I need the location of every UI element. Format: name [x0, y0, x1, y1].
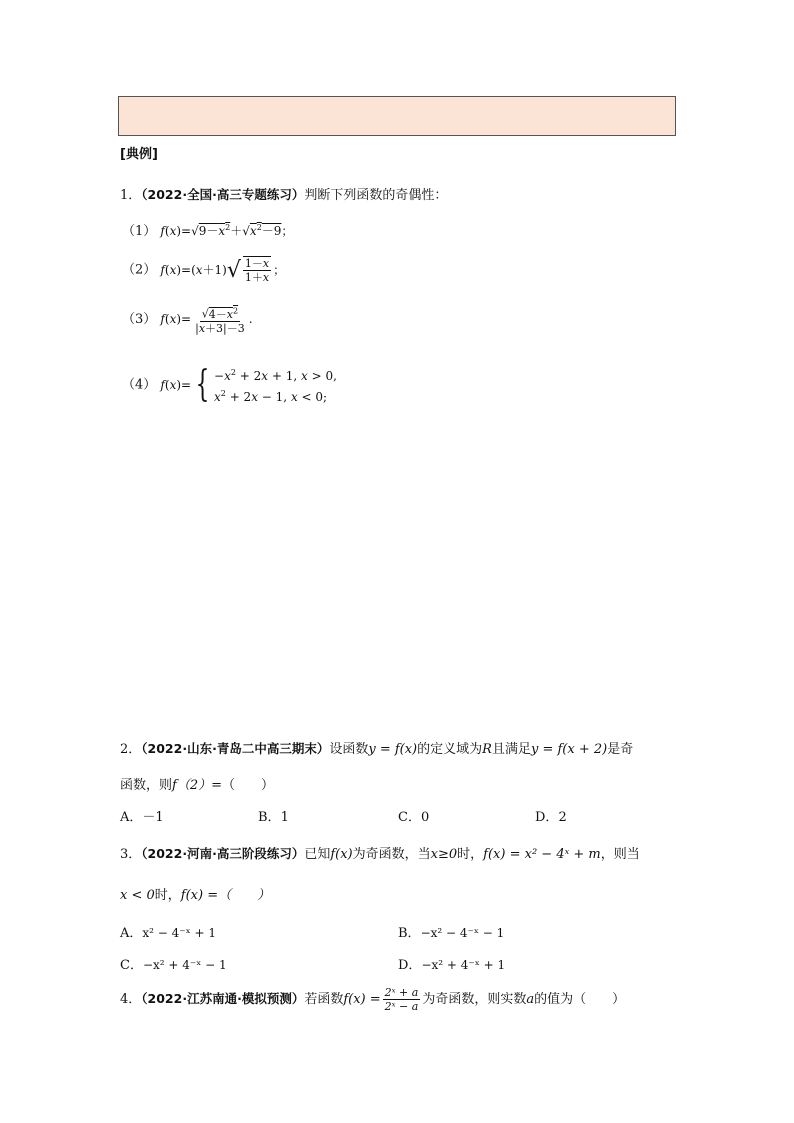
option-label: C．	[398, 810, 421, 825]
option-text: x² − 4⁻ˣ + 1	[142, 926, 217, 940]
q4-text-a: 若函数	[304, 992, 344, 1007]
option-label: B．	[258, 810, 281, 825]
q2-text-a: 设函数	[329, 742, 369, 757]
q2-option-a[interactable]	[120, 806, 164, 825]
q3-definition: f(x) = x² − 4ˣ + m	[483, 847, 601, 862]
q3-source: （2022·河南·高三阶段练习）	[141, 846, 305, 861]
q2-text-e: 函数，则	[120, 778, 173, 793]
option-label: C．	[120, 958, 143, 973]
q1-item-4	[122, 364, 337, 406]
q1-item-2-formula: f(x)=(x＋1)√ $\frac{1-x}{1+x}$ ；	[160, 257, 286, 284]
q2-function: y = f(x)	[368, 742, 418, 757]
q1-item-2-label: （2）	[122, 262, 157, 278]
q2-option-b[interactable]	[258, 806, 289, 825]
option-text: −x² + 4⁻ˣ + 1	[421, 958, 506, 972]
q2-text-f: =（ ）	[211, 778, 275, 793]
q4-source: （2022·江苏南通·模拟预测）	[141, 991, 305, 1006]
option-label: B．	[398, 926, 421, 941]
option-text: −x² + 4⁻ˣ − 1	[142, 958, 227, 972]
q2-domain: R	[482, 742, 492, 757]
q3-text-f: f(x) =（ ）	[180, 888, 271, 903]
q1-source: （2022·全国·高三专题练习）	[141, 187, 305, 202]
option-text: 2	[558, 810, 567, 825]
option-label: D．	[535, 810, 559, 825]
q3-text-c: 时，	[457, 847, 484, 862]
q3-option-d[interactable]	[398, 954, 505, 973]
q1-item-4-label: （4）	[122, 377, 157, 393]
q2-option-d[interactable]	[535, 806, 567, 825]
q2-text-b: 的定义域为	[417, 742, 483, 757]
q3-text-a: 已知	[304, 847, 331, 862]
q3-option-c[interactable]	[120, 954, 227, 973]
q4-function: f(x) =	[343, 992, 381, 1007]
q1-item-3-formula: f(x)= $\frac{√4-x^2}{|x+3|-3}$ .	[160, 306, 253, 335]
q2-stem-line2	[120, 774, 274, 793]
q3-function: f(x)	[330, 847, 353, 862]
q2-f2: f（2）	[172, 778, 212, 793]
q3-condition-2: x < 0	[120, 888, 155, 903]
q1-item-3	[122, 304, 253, 335]
q3-text-b: 为奇函数，当	[352, 847, 431, 862]
q2-text-c: 且满足	[491, 742, 531, 757]
q2-stem-line1	[120, 738, 633, 757]
section-label: [典例]	[120, 147, 158, 162]
q3-condition-1: x≥0	[430, 847, 458, 862]
option-text: −x² − 4⁻ˣ − 1	[420, 926, 505, 940]
q2-option-c[interactable]	[398, 806, 429, 825]
q4-denominator: 2ˣ − a	[384, 1000, 419, 1013]
q1-text: 判断下列函数的奇偶性：	[304, 188, 448, 203]
q2-source: （2022·山东·青岛二中高三期末）	[141, 741, 330, 756]
option-text: －1	[142, 810, 164, 825]
q1-item-3-label: （3）	[122, 311, 157, 327]
q2-number: 2．	[120, 742, 142, 757]
q4-numerator: 2ˣ + a	[384, 986, 419, 999]
option-text: 1	[280, 810, 289, 825]
topic-banner	[118, 96, 676, 136]
q1-stem	[120, 184, 447, 203]
q4-variable-a: a	[526, 992, 535, 1007]
q4-text-c: 的值为（ ）	[534, 992, 626, 1007]
option-text: 0	[420, 810, 430, 825]
q3-option-a[interactable]	[120, 922, 216, 941]
q1-item-1	[122, 220, 293, 239]
q4-stem	[120, 986, 625, 1013]
q4-text-b: 为奇函数，则实数	[422, 992, 527, 1007]
q3-option-b[interactable]	[398, 922, 504, 941]
q2-text-d: 是奇	[607, 742, 634, 757]
q1-item-2	[122, 256, 285, 284]
q4-fraction	[383, 986, 421, 1013]
q1-item-1-formula: $f(x)=√9-x^2+√x^2-9$；	[160, 223, 294, 238]
option-label: D．	[398, 958, 422, 973]
q3-text-e: 时，	[154, 888, 181, 903]
option-label: A．	[120, 810, 143, 825]
q4-number: 4．	[120, 992, 142, 1007]
q1-item-4-formula: f(x)= { $-x^2 + 2x + 1$, x > 0, $x^2 + 2x - 1$, x < 0;	[160, 364, 337, 405]
q1-item-1-label: （1）	[122, 224, 157, 239]
option-label: A．	[120, 926, 143, 941]
q1-number: 1．	[120, 188, 142, 203]
q3-number: 3．	[120, 847, 142, 862]
q3-text-d: ，则当	[600, 847, 640, 862]
q3-stem-line1	[120, 843, 640, 862]
q3-stem-line2	[120, 884, 270, 903]
q2-function-shifted: y = f(x + 2)	[530, 742, 608, 757]
